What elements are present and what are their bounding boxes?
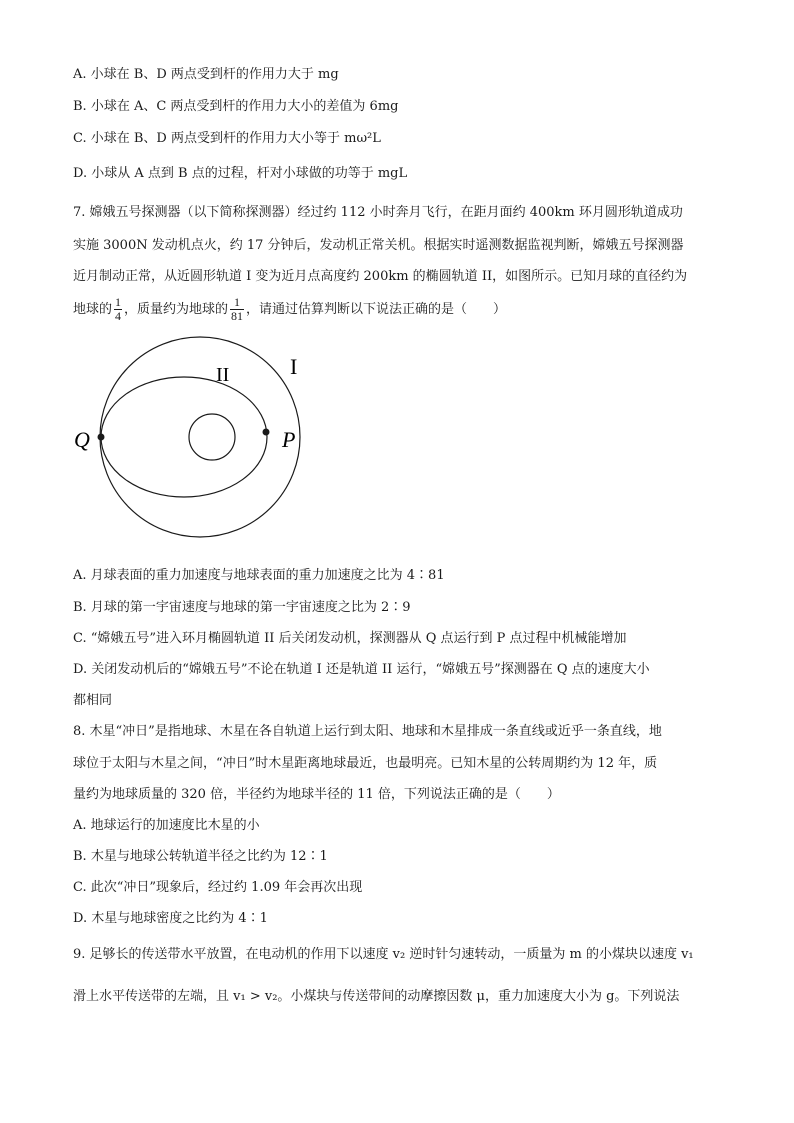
q7-line4-pre: 地球的 — [73, 302, 113, 317]
orbit-diagram — [0, 325, 794, 555]
q7-line4-mid: ，质量约为地球的 — [124, 302, 229, 317]
q7-option-b: B. 月球的第一宇宙速度与地球的第一宇宙速度之比为 2∶9 — [73, 600, 411, 615]
label-orbit-two: II — [216, 364, 230, 386]
label-point-q: Q — [74, 427, 90, 452]
q7-stem-line-1: 7. 嫦娥五号探测器（以下简称探测器）经过约 112 小时奔月飞行，在距月面约 400km 环月圆形轨道成功 — [73, 205, 683, 220]
point-q-dot — [98, 434, 105, 441]
fraction-one-81st: $\frac{1}{81}$ — [231, 295, 244, 323]
label-point-p: P — [282, 427, 296, 452]
q7-line4-post: ，请通过估算判断以下说法正确的是（ ） — [246, 302, 507, 317]
q8-option-a: A. 地球运行的加速度比木星的小 — [73, 818, 260, 833]
moon-circle — [189, 414, 235, 460]
q6-option-d: D. 小球从 A 点到 B 点的过程，杆对小球做的功等于 mgL — [73, 166, 408, 181]
q7-option-a: A. 月球表面的重力加速度与地球表面的重力加速度之比为 4∶81 — [73, 568, 445, 583]
q7-stem-line-2: 实施 3000N 发动机点火，约 17 分钟后，发动机正常关机。根据实时遥测数据监视判断，嫦娥五号探测器 — [73, 238, 684, 253]
label-orbit-one: I — [290, 354, 298, 379]
q8-stem-line-3: 量约为地球质量的 320 倍，半径约为地球半径的 11 倍，下列说法正确的是（ ） — [73, 787, 560, 802]
q7-option-d: D. 关闭发动机后的“嫦娥五号”不论在轨道 I 还是轨道 II 运行，“嫦娥五号”探测器在 Q 点的速度大小 — [73, 662, 650, 677]
q9-stem-line-1: 9. 足够长的传送带水平放置，在电动机的作用下以速度 v₂ 逆时针匀速转动，一质量为 m 的小煤块以速度 v₁ — [73, 947, 694, 962]
q8-option-d: D. 木星与地球密度之比约为 4∶1 — [73, 911, 268, 926]
q9-stem-line-2: 滑上水平传送带的左端，且 v₁ > v₂。小煤块与传送带间的动摩擦因数 μ，重力加速度大小为 g。下列说法 — [73, 989, 680, 1004]
q8-option-b: B. 木星与地球公转轨道半径之比约为 12∶1 — [73, 849, 328, 864]
q6-option-c: C. 小球在 B、D 两点受到杆的作用力大小等于 mω²L — [73, 131, 381, 146]
q7-stem-line-3: 近月制动正常，从近圆形轨道 I 变为近月点高度约 200km 的椭圆轨道 II，如图所示。已知月球的直径约为 — [73, 269, 688, 284]
fraction-one-quarter: $\frac{1}{4}$ — [115, 295, 122, 323]
orbit-two-ellipse — [101, 377, 267, 497]
q8-stem-line-2: 球位于太阳与木星之间，“冲日”时木星距离地球最近，也最明亮。已知木星的公转周期约为 12 年，质 — [73, 756, 658, 771]
q6-option-a: A. 小球在 B、D 两点受到杆的作用力大于 mg — [73, 67, 339, 82]
orbit-one-circle — [100, 337, 300, 537]
q7-stem-line-4 — [73, 295, 506, 325]
q8-stem-line-1: 8. 木星“冲日”是指地球、木星在各自轨道上运行到太阳、地球和木星排成一条直线或近乎一条直线，地 — [73, 724, 662, 739]
q7-option-c: C. “嫦娥五号”进入环月椭圆轨道 II 后关闭发动机，探测器从 Q 点运行到 P 点过程中机械能增加 — [73, 631, 627, 646]
q6-option-b: B. 小球在 A、C 两点受到杆的作用力大小的差值为 6mg — [73, 99, 399, 114]
q7-option-d-cont: 都相同 — [73, 693, 113, 708]
q8-option-c: C. 此次“冲日”现象后，经过约 1.09 年会再次出现 — [73, 880, 363, 895]
point-p-dot — [263, 429, 270, 436]
